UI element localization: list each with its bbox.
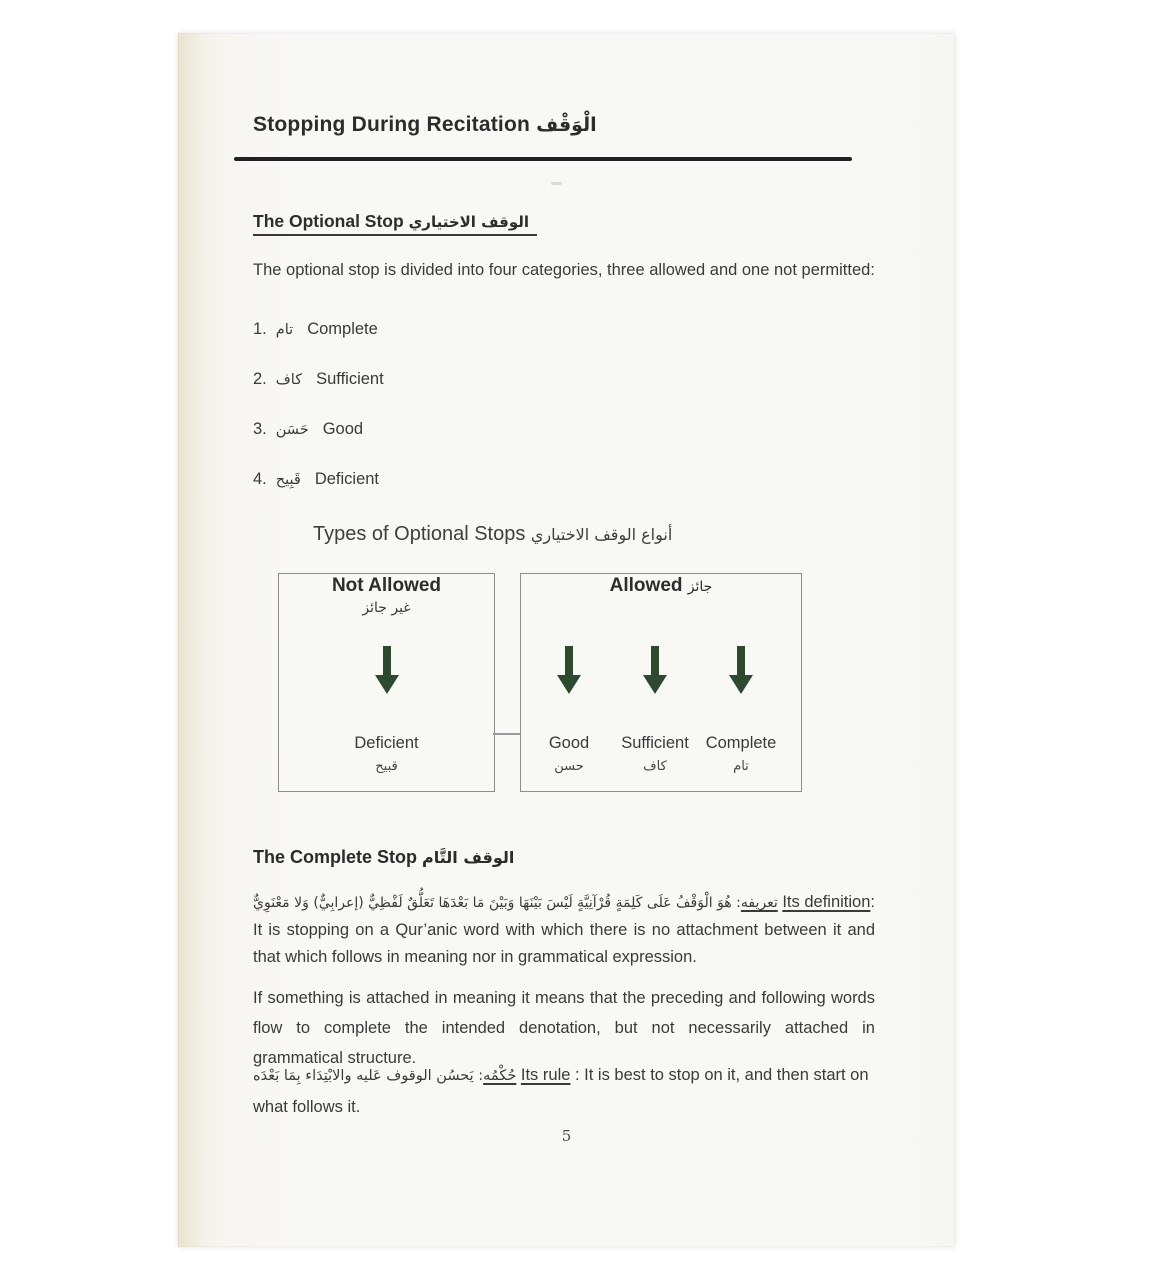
allowed-column-complete [699,574,783,791]
optional-stop-intro: The optional stop is divided into four categories, three allowed and one not permitted: [253,261,875,279]
list-item-arabic: كاف [275,372,303,388]
deficient-label-arabic: قبيح [375,759,398,774]
not-allowed-box [278,573,495,792]
sufficient-label-arabic: كاف [643,759,667,774]
complete-label-arabic: تام [733,759,749,774]
diagram-title-english: Types of Optional Stops [313,523,526,545]
list-item-arabic: قَبِيح [275,472,301,488]
list-item-number: 1. [253,320,267,338]
down-arrow-icon [643,646,667,694]
complete-stop-heading [253,847,514,868]
list-item [253,319,384,339]
optional-stop-heading-underline [253,211,537,236]
down-arrow-icon [729,646,753,694]
box-connector-line [493,733,520,735]
deficient-label: Deficient [354,734,419,752]
down-arrow-icon [375,646,399,694]
rule-english-text: : It is best to stop on it, and then start on what follows it. [253,1066,869,1116]
rule-arabic-label: حُكْمُه [483,1068,517,1084]
stop-type-list [253,319,384,489]
allowed-label: Allowed [609,575,683,596]
definition-english-text: : It is stopping on a Qur’anic word with which there is no attachment between it and that which follows in meaning nor in grammatical expression. [253,893,875,966]
rule-arabic-text: : يَحسُن الوقوف عَليه والابْتِدَاء بِمَا بَعْدَه [253,1068,484,1084]
sufficient-label: Sufficient [621,734,689,752]
list-item-arabic: تام [275,322,294,338]
good-label: Good [548,734,590,752]
page-title-english: Stopping During Recitation [253,113,531,136]
page-title [253,113,597,137]
list-item-english: Good [322,420,364,438]
definition-arabic [253,895,778,911]
page-number: 5 [561,1127,572,1145]
optional-stop-heading-english: The Optional Stop [253,211,404,231]
scan-artifact [551,182,562,185]
definition-english-label: Its definition [782,893,871,911]
rule-english-label: Its rule [520,1066,571,1084]
definition-arabic-label: تعريفه [740,895,778,911]
diagram-title [313,523,672,546]
good-label-arabic: حسن [554,759,584,774]
not-allowed-label-arabic: غير جائز [362,600,411,616]
list-item-english: Sufficient [316,370,384,388]
meaning-paragraph: If something is attached in meaning it means that the preceding and following words flow to complete the intended denotation, but not necessarily attached in grammatical structure. [253,989,875,1067]
list-item [253,419,384,439]
rule-paragraph [253,1060,875,1123]
allowed-columns [527,574,783,791]
title-divider-rule [234,157,852,161]
definition-paragraph [253,889,875,971]
list-item [253,469,384,489]
rule-arabic [253,1068,516,1084]
optional-stop-heading [253,211,537,232]
page-title-arabic: الْوَقْف [536,114,597,136]
list-item-english: Deficient [314,470,380,488]
definition-arabic-text: : هُوَ الْوَقْفُ عَلَى كَلِمَةٍ قُرْآنِيَّةٍ لَيْسَ بَيْنَهَا وَبَيْنَ مَا بَعْدَهَا تَعَلُّقٌ لَفْظِيٌّ (إعرابِيٌّ) وَلا مَعْنَوِيٌّ [253,895,741,911]
allowed-box [520,573,802,792]
allowed-label-arabic: جائز [687,579,713,595]
allowed-column-good [527,574,611,791]
diagram-title-arabic: أنواع الوقف الاختياري [530,525,673,544]
complete-stop-heading-english: The Complete Stop [253,847,418,867]
down-arrow-icon [557,646,581,694]
complete-label: Complete [705,734,777,752]
list-item-english: Complete [307,320,378,338]
list-item-number: 3. [253,420,267,438]
not-allowed-label: Not Allowed [331,575,442,596]
list-item-number: 2. [253,370,267,388]
allowed-column-sufficient [613,574,697,791]
list-item-arabic: حَسَن [275,422,309,438]
list-item-number: 4. [253,470,267,488]
list-item [253,369,384,389]
complete-stop-heading-arabic: الوقف التَّام [422,848,515,867]
book-page [178,33,955,1247]
optional-stop-heading-arabic: الوقف الاختياري [408,213,530,231]
